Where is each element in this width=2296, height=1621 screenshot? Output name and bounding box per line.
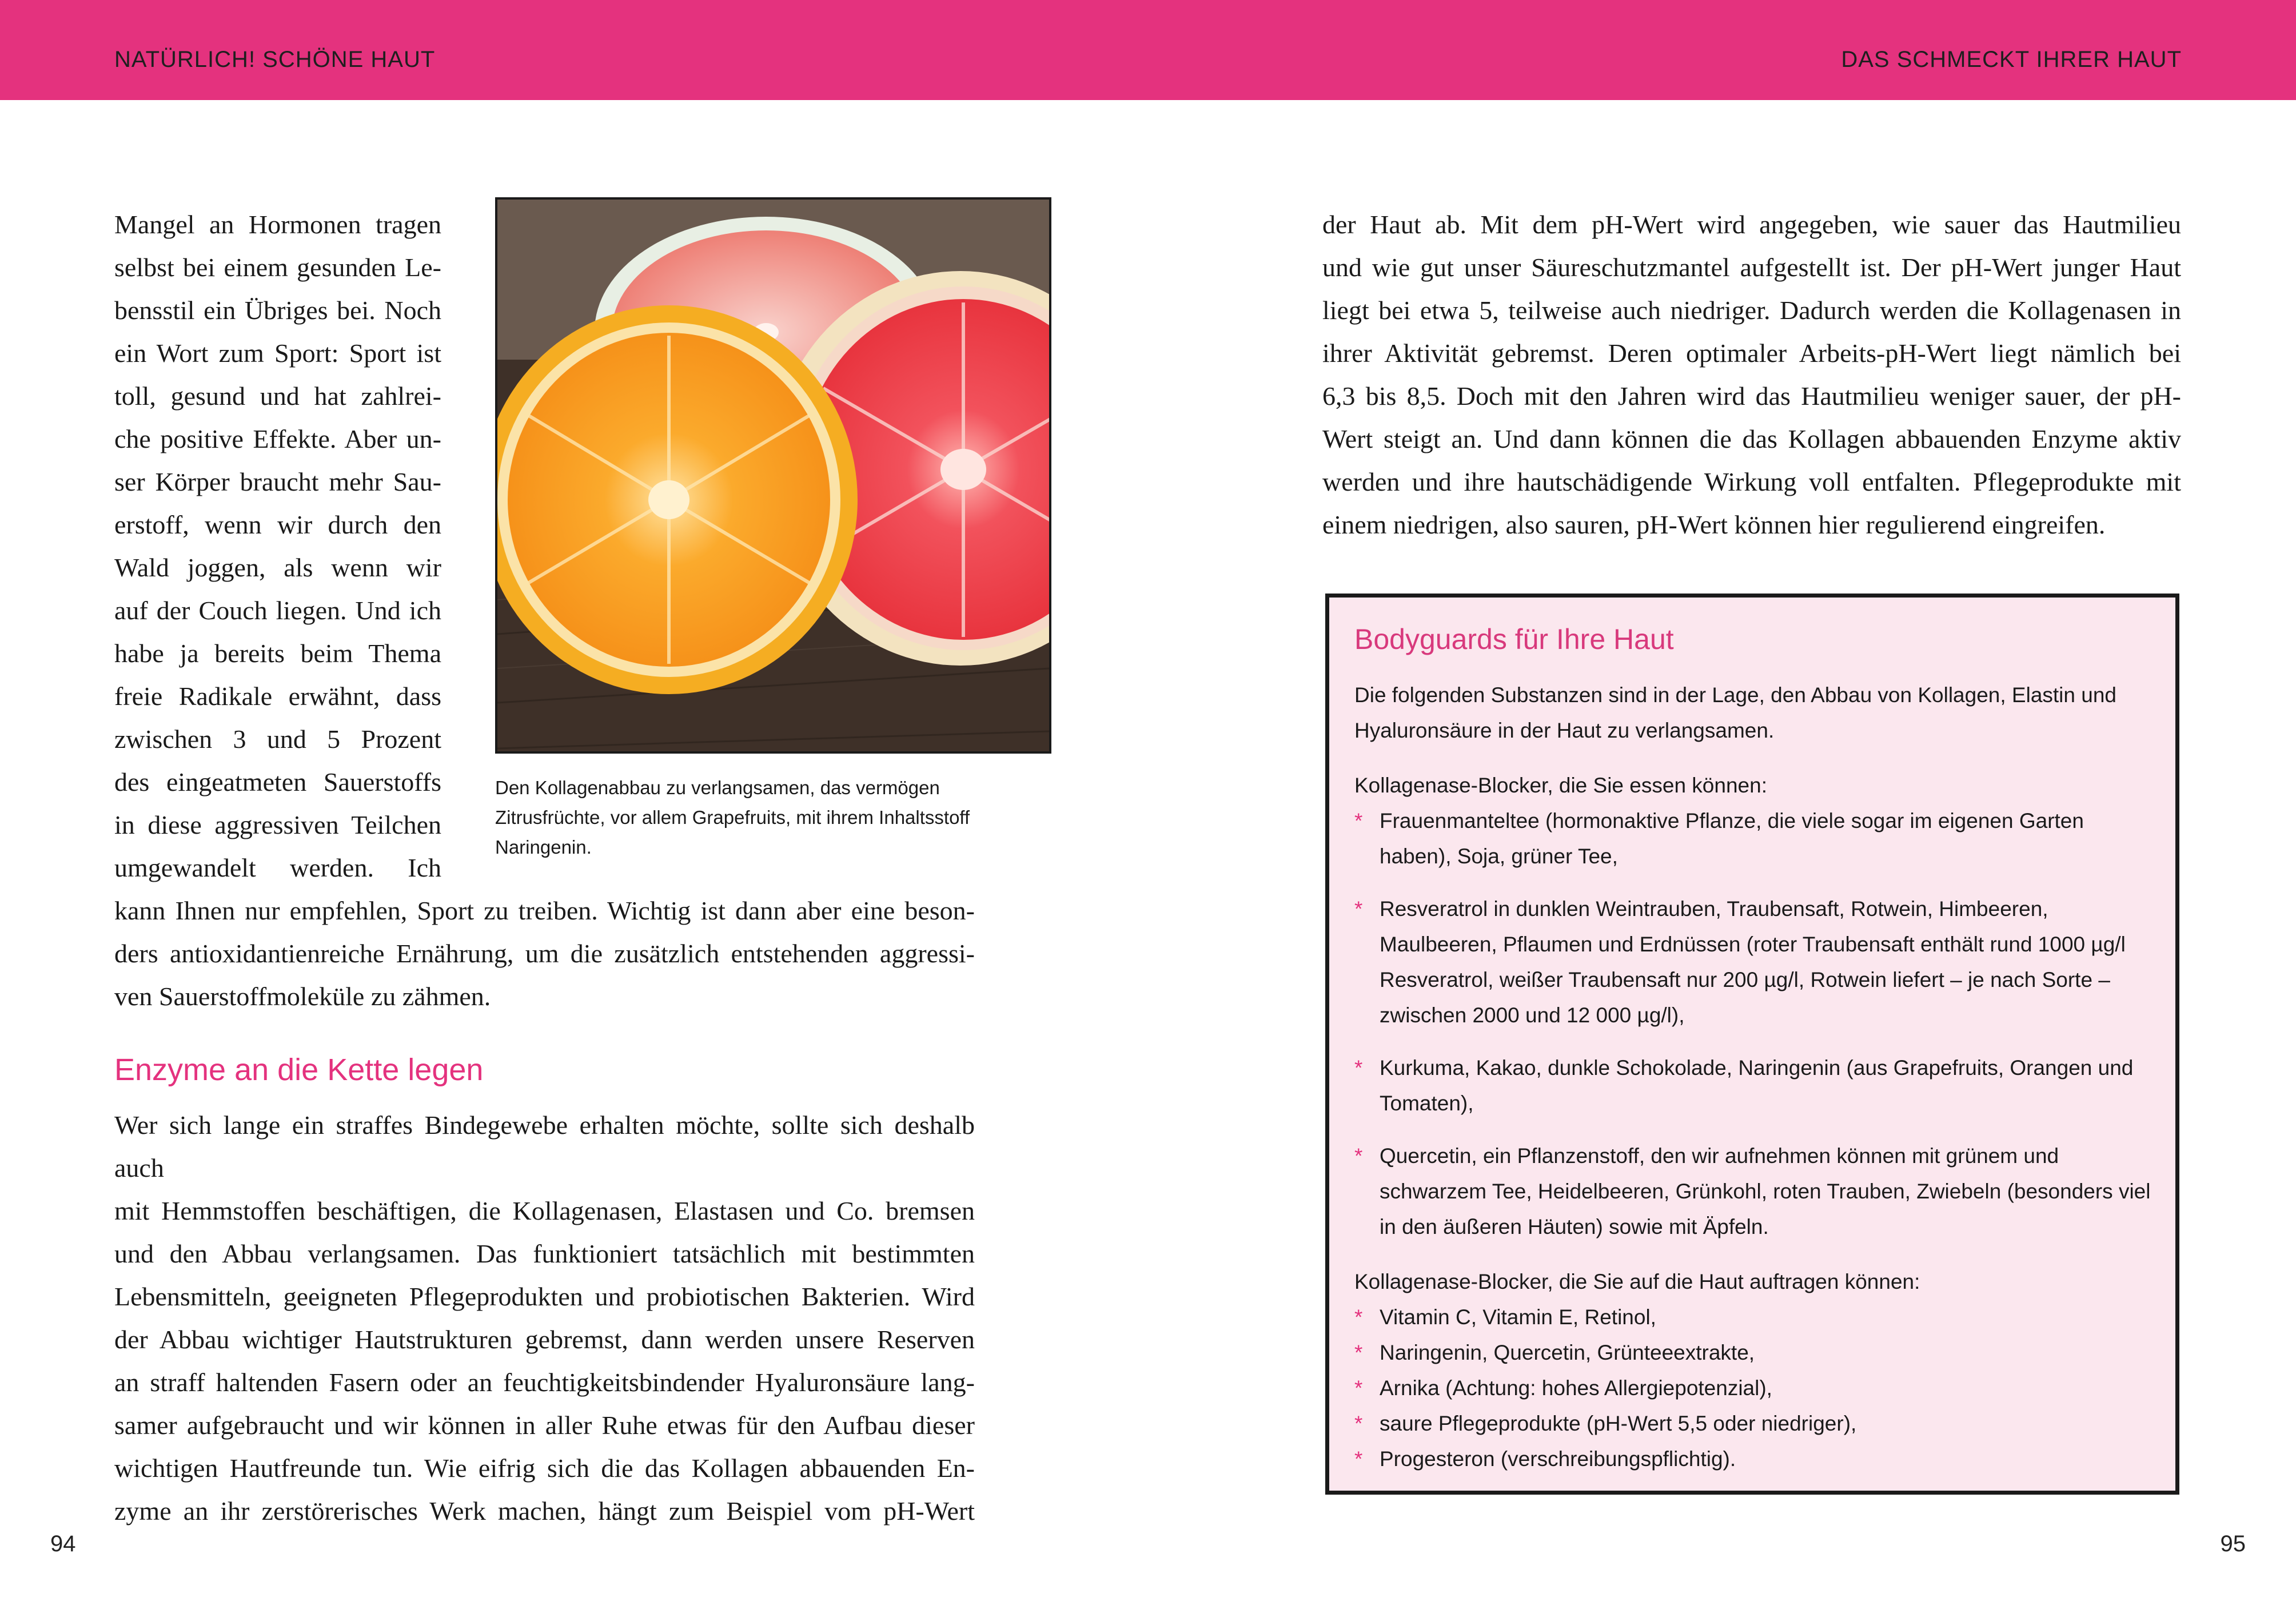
- list-item: * Frauenmanteltee (hormonaktive Pflanze, die viele sogar im eigenen Garten haben), Soja, grüner Tee,: [1354, 803, 2155, 874]
- text-line: samer aufgebraucht und wir können in aller Ruhe etwas für den Aufbau dieser: [114, 1411, 975, 1440]
- text-line: liegt bei etwa 5, teilweise auch niedriger. Dadurch werden die Kollagenasen in: [1322, 296, 2181, 325]
- citrus-photo: [495, 197, 1051, 754]
- wrap-line: ein Wort zum Sport: Sport ist: [114, 338, 441, 368]
- list-item: * Naringenin, Quercetin, Grünteeextrakte,: [1354, 1335, 2155, 1371]
- asterisk-icon: *: [1354, 1412, 1363, 1435]
- text-line: ven Sauerstoffmoleküle zu zähmen.: [114, 982, 491, 1011]
- text-line: kann Ihnen nur empfehlen, Sport zu treiben. Wichtig ist dann aber eine beson-: [114, 896, 975, 925]
- skin-list: [1354, 1300, 2155, 1477]
- text-line: ders antioxidantienreiche Ernährung, um die zusätzlich entstehenden aggressi-: [114, 939, 975, 968]
- citrus-illustration: [497, 200, 1049, 751]
- box-intro: Die folgenden Substanzen sind in der Lage, den Abbau von Kollagen, Elastin und Hyaluronsäure in der Haut zu verlangsamen.: [1354, 683, 2116, 742]
- text-line: der Haut ab. Mit dem pH-Wert wird angegeben, wie sauer das Hautmilieu: [1322, 210, 2181, 239]
- list-item: * Kurkuma, Kakao, dunkle Schokolade, Naringenin (aus Grapefruits, Orangen und Tomaten),: [1354, 1050, 2155, 1121]
- page-number-right: 95: [2220, 1531, 2246, 1556]
- text-line: der Abbau wichtiger Hautstrukturen gebremst, dann werden unsere Reserven: [114, 1325, 975, 1354]
- list-item: * Progesteron (verschreibungspflichtig).: [1354, 1441, 2155, 1477]
- wrap-line: Mangel an Hormonen tragen: [114, 210, 441, 239]
- text-line: werden und ihre hautschädigende Wirkung voll entfalten. Pflegeprodukte mit: [1322, 467, 2181, 496]
- box-content: [1354, 678, 2155, 1477]
- asterisk-icon: *: [1354, 1305, 1363, 1329]
- text-line: Lebensmitteln, geeigneten Pflegeprodukten und probiotischen Bakterien. Wird: [114, 1282, 975, 1311]
- wrap-line: freie Radikale erwähnt, dass: [114, 682, 441, 711]
- box-title: Bodyguards für Ihre Haut: [1354, 623, 1674, 655]
- asterisk-icon: *: [1354, 897, 1363, 921]
- box-skin-heading: Kollagenase-Blocker, die Sie auf die Haut auftragen können:: [1354, 1270, 1920, 1293]
- section-paragraph: [114, 1104, 975, 1532]
- wrap-line: Wald joggen, als wenn wir: [114, 553, 441, 582]
- box-eat-heading: Kollagenase-Blocker, die Sie essen können:: [1354, 774, 1767, 797]
- text-line: mit Hemmstoffen beschäftigen, die Kollagenasen, Elastasen und Co. bremsen: [114, 1196, 975, 1225]
- text-line: und den Abbau verlangsamen. Das funktioniert tatsächlich mit bestimmten: [114, 1239, 975, 1268]
- asterisk-icon: *: [1354, 1056, 1363, 1080]
- text-line: Wer sich lange ein straffes Bindegewebe erhalten möchte, sollte sich deshalb auch: [114, 1110, 975, 1182]
- running-header-right: DAS SCHMECKT IHRER HAUT: [1841, 47, 2182, 72]
- bodyguards-box: [1325, 594, 2179, 1495]
- wrap-line: erstoff, wenn wir durch den: [114, 510, 441, 539]
- wrap-line: selbst bei einem gesunden Le-: [114, 253, 441, 282]
- wrap-line: des eingeatmeten Sauerstoffs: [114, 767, 441, 796]
- left-continuation-paragraph: [114, 889, 975, 1018]
- text-line: und wie gut unser Säureschutzmantel aufgestellt ist. Der pH-Wert junger Haut: [1322, 253, 2181, 282]
- wrap-line: auf der Couch liegen. Und ich: [114, 596, 441, 625]
- asterisk-icon: *: [1354, 1144, 1363, 1168]
- text-line: 6,3 bis 8,5. Doch mit den Jahren wird das Hautmilieu weniger sauer, der pH-: [1322, 381, 2181, 411]
- asterisk-icon: *: [1354, 1376, 1363, 1400]
- text-line: einem niedrigen, also sauren, pH-Wert können hier regulierend eingreifen.: [1322, 510, 2106, 539]
- photo-caption: Den Kollagenabbau zu verlangsamen, das vermögen Zitrusfrüchte, vor allem Grapefruits, mit ihrem Inhaltsstoff Naringenin.: [495, 777, 970, 858]
- asterisk-icon: *: [1354, 1447, 1363, 1471]
- wrap-line: toll, gesund und hat zahlrei-: [114, 381, 441, 411]
- wrap-line: umgewandelt werden. Ich: [114, 853, 441, 882]
- text-line: ihrer Aktivität gebremst. Deren optimaler Arbeits-pH-Wert liegt nämlich bei: [1322, 338, 2181, 368]
- text-line: zyme an ihr zerstörerisches Werk machen, hängt zum Beispiel vom pH-Wert: [114, 1496, 975, 1526]
- left-wrap-paragraph: [114, 203, 441, 889]
- eat-list: [1354, 803, 2155, 1245]
- list-item: * Quercetin, ein Pflanzenstoff, den wir aufnehmen können mit grünem und schwarzem Tee, Heidelbeeren, Grünkohl, roten Trauben, Zwiebeln (besonders viel in den äußeren Häuten) sowie mit Äpfeln.: [1354, 1138, 2155, 1245]
- running-header-left: NATÜRLICH! SCHÖNE HAUT: [114, 47, 436, 72]
- wrap-line: in diese aggressiven Teilchen: [114, 810, 441, 839]
- list-item: * Arnika (Achtung: hohes Allergiepotenzial),: [1354, 1371, 2155, 1406]
- wrap-line: ser Körper braucht mehr Sau-: [114, 467, 441, 496]
- page-number-left: 94: [50, 1531, 76, 1556]
- wrap-line: che positive Effekte. Aber un-: [114, 424, 441, 453]
- asterisk-icon: *: [1354, 1341, 1363, 1364]
- wrap-line: bensstil ein Übriges bei. Noch: [114, 296, 441, 325]
- text-line: wichtigen Hautfreunde tun. Wie eifrig sich die das Kollagen abbauenden En-: [114, 1453, 975, 1483]
- text-line: Wert steigt an. Und dann können die das Kollagen abbauenden Enzyme aktiv: [1322, 424, 2181, 453]
- list-item: * Vitamin C, Vitamin E, Retinol,: [1354, 1300, 2155, 1335]
- asterisk-icon: *: [1354, 809, 1363, 833]
- right-paragraph: [1322, 203, 2181, 546]
- wrap-line: zwischen 3 und 5 Prozent: [114, 724, 441, 754]
- section-heading: Enzyme an die Kette legen: [114, 1053, 484, 1087]
- list-item: * Resveratrol in dunklen Weintrauben, Traubensaft, Rotwein, Himbeeren, Maulbeeren, Pflaumen und Erdnüssen (roter Traubensaft enthält rund 1000 µg/l Resveratrol, weißer Traubensaft nur 200 µg/l, Rotwein liefert – je nach Sorte – zwischen 2000 und 12 000 µg/l),: [1354, 891, 2155, 1033]
- text-line: an straff haltenden Fasern oder an feuchtigkeitsbindender Hyaluronsäure lang-: [114, 1368, 975, 1397]
- list-item: * saure Pflegeprodukte (pH-Wert 5,5 oder niedriger),: [1354, 1406, 2155, 1441]
- wrap-line: habe ja bereits beim Thema: [114, 639, 441, 668]
